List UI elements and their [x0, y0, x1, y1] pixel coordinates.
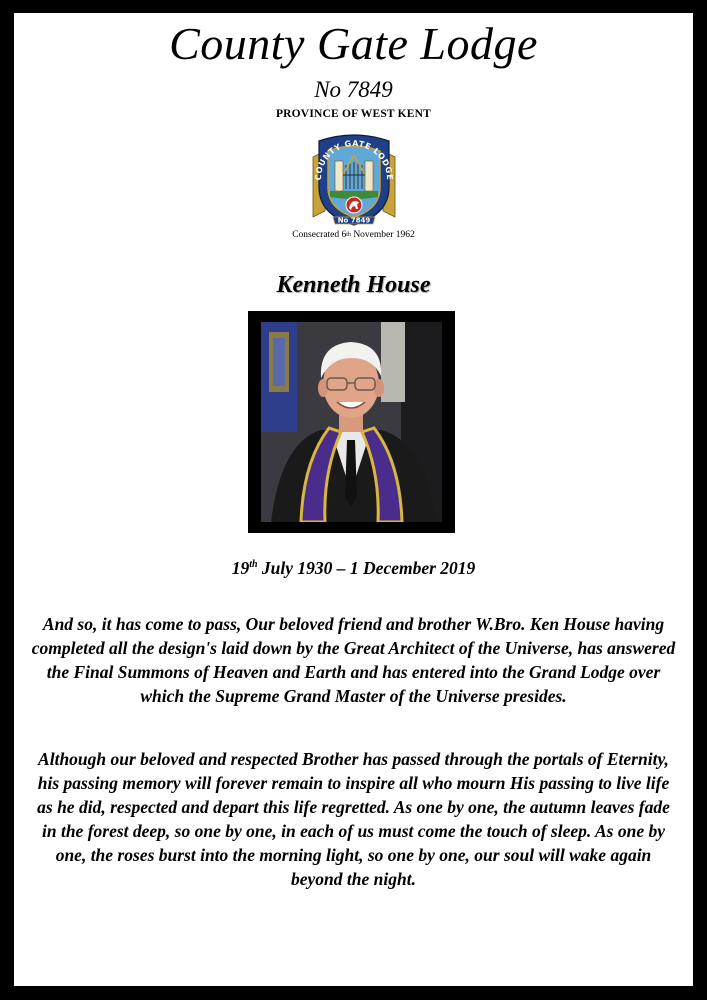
- crest-gate-right-pillar: [365, 161, 373, 191]
- consecrated-date: [0, 229, 707, 241]
- consecrated-prefix: Consecrated 6: [292, 230, 347, 240]
- birth-ordinal: th: [249, 559, 258, 570]
- crest-gate-bars: [343, 162, 365, 189]
- consecrated-ordinal: th: [346, 232, 351, 238]
- lodge-crest-logo: [303, 127, 405, 227]
- life-dates-rest: July 1930 – 1 December 2019: [257, 557, 476, 578]
- consecrated-rest: November 1962: [350, 230, 415, 240]
- birth-day: 19: [231, 557, 250, 578]
- crest-ring-text: COUNTY GATE LODGE: [313, 138, 395, 181]
- tribute-paragraph-1: And so, it has come to pass, Our beloved friend and brother W.Bro. Ken House having completed all the design's laid down by the Great Architect of the Universe, has answered the Final Summons of Heaven and Earth and has entered into the Grand Lodge over which the Supreme Grand Master of the Universe presides.: [31, 614, 676, 706]
- life-dates: [0, 553, 707, 580]
- deceased-name: Kenneth House: [276, 272, 431, 298]
- lodge-number: No 7849: [314, 77, 393, 102]
- portrait-frame: [248, 311, 455, 533]
- crest-foot-text: No 7849: [337, 216, 371, 225]
- crest-gate-left-pillar: [335, 161, 343, 191]
- portrait-photo: [261, 322, 442, 522]
- lodge-name: County Gate Lodge: [169, 18, 538, 69]
- province-label: PROVINCE OF WEST KENT: [275, 108, 432, 120]
- tribute-paragraph-2: Although our beloved and respected Brother has passed through the portals of Eternity, his passing memory will forever remain to inspire all who mourn His passing to live life as he did, respected and depart this life regretted. As one by one, the autumn leaves fade in the forest deep, so one by one, in each of us must come the touch of sleep. As one by one, the roses burst into the morning light, so one by one, our soul will wake again beyond the night.: [37, 749, 670, 889]
